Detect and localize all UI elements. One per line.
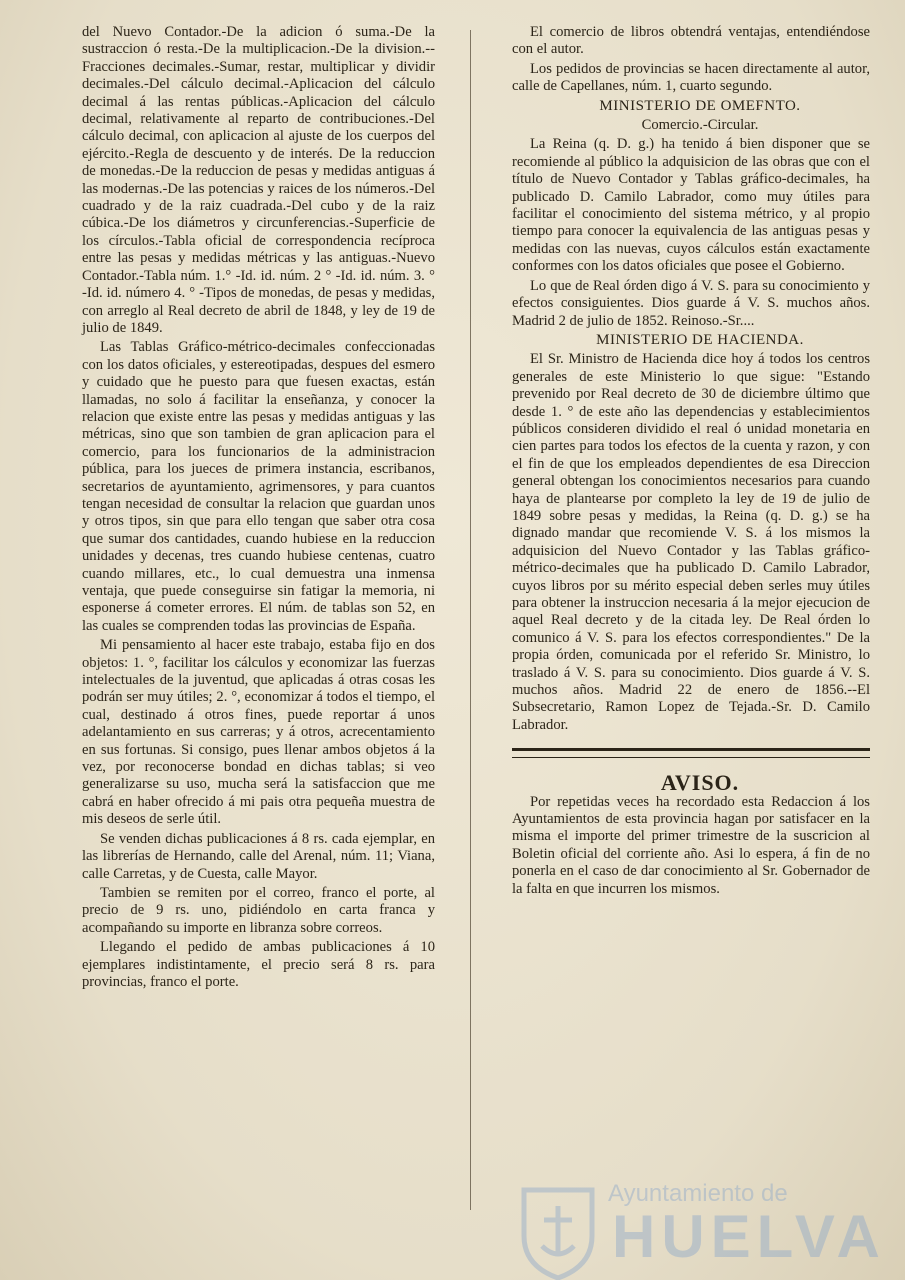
paragraph: Lo que de Real órden digo á V. S. para su conocimiento y efectos consiguientes. Dios guarde á V. S. muchos años. Madrid 2 de julio de 1852. Reinoso.-Sr.... (512, 277, 870, 329)
paragraph: del Nuevo Contador.-De la adicion ó suma.-De la sustraccion ó resta.-De la multiplicacion.-De la division.--Fracciones decimales.-Sumar, restar, multiplicar y dividir decimales.-Del cálculo decimal.-Aplicacion del cálculo decimal á las rentas públicas.-Aplicacion del cálculo decimal, relativamente al reparto de contribuciones.-Del cálculo decimal, con aplicacion al ajuste de los cuerpos del ejército.-Regla de descuento y de interés. De la reduccion de monedas.-De la reduccion de pesas y medidas antiguas á las modernas.-De las potencias y raices de los números.-Del cuadrado y de la raiz cuadrada.-Del cubo y de la raiz cúbica.-De los diámetros y circunferencias.-Superficie de los círculos.-Tabla oficial de correspondencia recíproca entre las pesas y medidas métricas y las antiguas.-Nuevo Contador.-Tabla núm. 1.° -Id. id. núm. 2 ° -Id. id. núm. 3. ° -Id. id. número 4. ° -Tipos de monedas, de pesas y medidas, con arreglo al Real decreto de abril de 1848, y ley de 19 de julio de 1849. (82, 24, 435, 336)
paragraph: Los pedidos de provincias se hacen directamente al autor, calle de Capellanes, núm. 1, cuarto segundo. (512, 60, 870, 95)
section-heading: MINISTERIO DE OMEFNTO. (599, 97, 801, 114)
paragraph: Mi pensamiento al hacer este trabajo, estaba fijo en dos objetos: 1. °, facilitar los cálculos y economizar las fuerzas intelectuales de la juventud, que aplicadas á otras cosas les podrán ser muy útiles; 2. °, economizar á todos el tiempo, el cual, destinado á otros fines, puede reportar á unos adelantamiento en sus carreras; y á otros, acrecentamiento en sus fortunas. Si consigo, pues llenar ambos objetos á la vez, por reconocerse bondad en dichas tablas; si veo generalizarse su uso, mucha será la satisfaccion que me cabrá en haber ofrecido á mi pais otra pequeña muestra de mis deseos de serle útil. (82, 637, 435, 828)
shield-icon (520, 1186, 596, 1280)
paragraph: El comercio de libros obtendrá ventajas, entendiéndose con el autor. (512, 24, 870, 58)
paragraph: El Sr. Ministro de Hacienda dice hoy á todos los centros generales de este Ministerio lo que sigue: "Estando prevenido por Real decreto de 30 de diciembre último que desde 1. ° de este año las dependencias y establecimientos públicos consideren dividido el real ó unidad monetaria en cien partes para todos los efectos de la cuenta y razon, y con el fin de que los empleados dependientes de esa Direccion general obtengan los conocimientos necesarios para cuando haya de plantearse por completo la ley de 19 de julio de 1849 sobre pesas y medidas, la Reina (q. D. g.) se ha dignado mandar que recomiende V. S. á los mismos la adquisicion del Nuevo Contador y las Tablas gráfico-métrico-decimales que ha publicado D. Camilo Labrador, cuyos libros por su mérito especial deben serles muy útiles para obtener la instruccion necesaria á la mejor ejecucion de aquel Real decreto y de la citada ley. De Real órden lo comunico á V. S. para los efectos correspondientes." De la propia órden, comunicada por el referido Sr. Ministro, lo traslado á V. S. para su conocimiento. Dios guarde á V. S. muchos años. Madrid 22 de enero de 1856.--El Subsecretario, Ramon Lopez de Tejada.-Sr. D. Camilo Labrador. (512, 351, 870, 733)
aviso-title: AVISO. (660, 770, 740, 796)
section-subheading: Comercio.-Circular. (641, 117, 759, 134)
paragraph: Llegando el pedido de ambas publicaciones á 10 ejemplares indistintamente, el precio será 8 rs. para provincias, franco el porte. (82, 939, 435, 990)
watermark-line2: HUELVA (612, 1203, 886, 1270)
paragraph: Se venden dichas publicaciones á 8 rs. cada ejemplar, en las librerías de Hernando, calle del Arenal, núm. 11; Viana, calle Carretas, y de Cuesta, calle Mayor. (82, 830, 435, 882)
watermark (520, 1180, 900, 1280)
left-column (82, 24, 435, 993)
double-rule (512, 748, 870, 758)
section-heading: MINISTERIO DE HACIENDA. (596, 331, 804, 348)
column-divider (470, 30, 471, 1210)
paragraph: Las Tablas Gráfico-métrico-decimales confeccionadas con los datos oficiales, y estereotipadas, despues del esmero y cuidado que he puesto para que fuesen exactas, están llamadas, no solo á facilitar la enseñanza, y conocer la relacion que existe entre las pesas y medidas antiguas y las métricas, sino que son tambien de gran aplicacion para el comercio, para los funcionarios de la administracion pública, para los jueces de primera instancia, escribanos, secretarios de ayuntamiento, agrimensores, y para cuantos tengan necesidad de consultar la relacion que guardan unos y otros tipos, sin que para ello tengan que saber otra cosa que sumar dos cantidades, cuando hubiese en la reduccion unidades y decenas, tres cuando hubiese centenas, cuatro cuando millares, etc., lo cual demuestra una inmensa ventaja, que puede conseguirse sin fatigar la memoria, ni esponerse á cometer errores. El núm. de tablas son 52, en las cuales se comprenden todas las provincias de España. (82, 339, 435, 634)
watermark-line1: Ayuntamiento de (608, 1180, 788, 1207)
right-column (512, 24, 870, 900)
paragraph: Por repetidas veces ha recordado esta Redaccion á los Ayuntamientos de esta provincia hagan por satisfacer en la misma el importe del primer trimestre de la suscricion al Boletin oficial del corriente año. Asi lo espera, á fin de no ponerla en el caso de dar conocimiento al Sr. Gobernador de la falta en que incurren los mismos. (512, 793, 870, 897)
paragraph: La Reina (q. D. g.) ha tenido á bien disponer que se recomiende al público la adquisicion de las obras que con el título de Nuevo Contador y Tablas gráfico-decimales, ha publicado D. Camilo Labrador, como muy útiles para facilitar el conocimiento del sistema métrico, y al propio tiempo para conocer la equivalencia de las antiguas pesas y medidas con las nuevas, cuyos cálculos están exactamente conformes con los datos oficiales que posee el Gobierno. (512, 136, 870, 275)
paragraph: Tambien se remiten por el correo, franco el porte, al precio de 9 rs. uno, pidiéndolo en carta franca y acompañando su importe en libranza sobre correos. (82, 884, 435, 936)
